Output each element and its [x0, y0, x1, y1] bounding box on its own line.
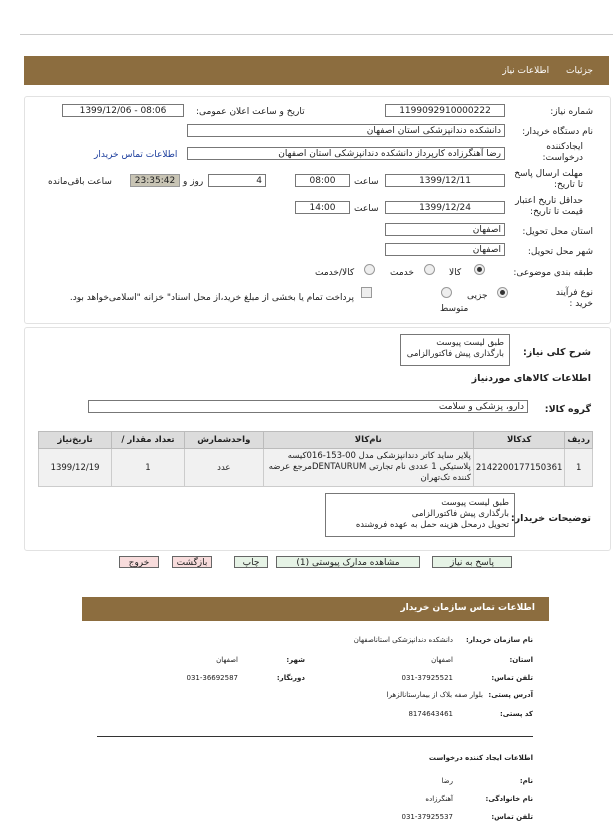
deadline-date-field: 1399/12/11 [385, 174, 505, 187]
tab-need-info[interactable]: اطلاعات نیاز [502, 66, 550, 76]
buyer-notes-box: طبق لیست پیوست بارگذاری پیش فاکتورالزامی تحویل درمحل هزینه حمل به عهده فروشنده [325, 493, 515, 537]
contact-address-value: بلوار صفه بلاک از بیمارستانالزهرا [386, 691, 483, 699]
table-row [39, 449, 593, 487]
contact-postal-value: 8174643461 [408, 710, 453, 718]
header-bar [24, 56, 609, 85]
goods-table [38, 431, 593, 487]
contact-province-value: اصفهان [431, 656, 453, 664]
category-label: طبقه بندی موضوعی: [513, 268, 593, 278]
remaining-label: ساعت باقی‌مانده [48, 177, 112, 187]
contact-postal-label: کد پستی: [499, 710, 533, 718]
top-divider [20, 34, 613, 35]
process-option-medium: متوسط [440, 304, 469, 314]
creator-last-name-label: نام خانوادگی: [485, 795, 533, 803]
deadline-label: مهلت ارسال پاسخ تا تاریخ: [514, 169, 583, 190]
days-label: روز و [183, 177, 204, 187]
validity-date-field: 1399/12/24 [385, 201, 505, 214]
goods-title: اطلاعات کالاهای موردنیاز [471, 373, 591, 384]
category-radio-both[interactable] [364, 264, 375, 275]
deadline-time-field: 08:00 [295, 174, 350, 187]
goods-group-label: گروه کالا: [544, 404, 591, 415]
contact-fax-label: دورنگار: [276, 674, 305, 682]
contact-city-label: شهر: [286, 656, 305, 664]
buyer-notes-label: توضیحات خریدار: [510, 513, 591, 524]
back-button[interactable]: بازگشت [172, 556, 212, 568]
cell-name: پلایر ساید کاتر دندانپزشکی مدل 00-153-016کیسه پلاستیکی 1 عددی نام تجارتی DENTAURUMمرجع عرضه کننده تک‌تهران [263, 449, 473, 487]
creator-phone-label: تلفن تماس: [491, 813, 533, 821]
cell-code: 2142200177150361 [473, 449, 565, 487]
validity-time-field: 14:00 [295, 201, 350, 214]
print-button[interactable]: چاپ [234, 556, 268, 568]
creator-field: رضا آهنگرزاده کارپرداز دانشکده دندانپزشکی استان اصفهان [187, 147, 505, 160]
process-label: نوع فرآیند خرید : [555, 288, 593, 309]
col-unit: واحدشمارش [184, 432, 263, 449]
contact-org-value: دانشکده دندانپزشکی استاناصفهان [353, 636, 453, 644]
description-box: طبق لیست پیوست بارگذاری پیش فاکتورالزامی [400, 334, 510, 366]
validity-time-label: ساعت [354, 204, 379, 214]
goods-group-field: دارو، پزشکی و سلامت [88, 400, 528, 413]
exit-button[interactable]: خروج [119, 556, 159, 568]
treasury-checkbox[interactable] [361, 287, 372, 298]
deadline-time-label: ساعت [354, 177, 379, 187]
contact-title: اطلاعات تماس سازمان خریدار [400, 603, 535, 613]
contact-city-value: اصفهان [216, 656, 238, 664]
announce-field: 1399/12/06 - 08:06 [62, 104, 184, 117]
col-qty: تعداد مقدار / [112, 432, 185, 449]
city-field: اصفهان [385, 243, 505, 256]
creator-label: ایجادکننده درخواست: [542, 142, 583, 163]
remaining-time: 23:35:42 [130, 174, 180, 187]
contact-divider [97, 736, 533, 737]
contact-phone-value: 031-37925521 [401, 674, 453, 682]
category-radio-service[interactable] [424, 264, 435, 275]
contact-phone-label: تلفن تماس: [491, 674, 533, 682]
days-field: 4 [208, 174, 266, 187]
category-option-goods: کالا [449, 268, 462, 278]
process-option-minor: جزیی [467, 291, 488, 301]
need-number-label: شماره نیاز: [550, 107, 593, 117]
creator-phone-value: 031-37925537 [401, 813, 453, 821]
contact-section-bar [82, 597, 549, 621]
col-index: ردیف [565, 432, 593, 449]
province-field: اصفهان [385, 223, 505, 236]
buyer-contact-link[interactable]: اطلاعات تماس خریدار [94, 150, 178, 160]
cell-date: 1399/12/19 [39, 449, 112, 487]
respond-button[interactable]: پاسخ به نیاز [432, 556, 512, 568]
description-label: شرح کلی نیاز: [522, 347, 591, 358]
creator-first-name-label: نام: [519, 777, 533, 785]
buyer-org-field: دانشکده دندانپزشکی استان اصفهان [187, 124, 505, 137]
tab-details[interactable]: جزئیات [566, 66, 593, 76]
announce-label: تاریخ و ساعت اعلان عمومی: [196, 107, 305, 117]
cell-qty: 1 [112, 449, 185, 487]
view-docs-button[interactable]: مشاهده مدارک پیوستی (1) [276, 556, 420, 568]
need-number-field: 1199092910000222 [385, 104, 505, 117]
creator-last-name-value: آهنگرزاده [425, 795, 453, 803]
cell-index: 1 [565, 449, 593, 487]
creator-info-title: اطلاعات ایجاد کننده درخواست [428, 754, 533, 762]
col-code: کدکالا [473, 432, 565, 449]
process-radio-minor[interactable] [497, 287, 508, 298]
city-label: شهر محل تحویل: [527, 247, 593, 257]
contact-org-label: نام سازمان خریدار: [465, 636, 533, 644]
cell-unit: عدد [184, 449, 263, 487]
buyer-org-label: نام دستگاه خریدار: [522, 127, 593, 137]
process-radio-medium[interactable] [441, 287, 452, 298]
payment-note: پرداخت تمام یا بخشی از مبلغ خرید،از محل اسناد" خزانه "اسلامی‌خواهد بود. [69, 293, 354, 303]
col-name: نام‌کالا [263, 432, 473, 449]
validity-label: حداقل تاریخ اعتبار قیمت تا تاریخ: [515, 196, 583, 217]
province-label: استان محل تحویل: [522, 227, 593, 237]
creator-first-name-value: رضا [441, 777, 453, 785]
contact-address-label: آدرس پستی: [488, 691, 533, 699]
category-option-service: خدمت [390, 268, 414, 278]
contact-fax-value: 031-36692587 [186, 674, 238, 682]
col-date: تاریخ‌نیاز [39, 432, 112, 449]
category-radio-goods[interactable] [474, 264, 485, 275]
contact-province-label: استان: [509, 656, 533, 664]
category-option-both: کالا/خدمت [315, 268, 355, 278]
